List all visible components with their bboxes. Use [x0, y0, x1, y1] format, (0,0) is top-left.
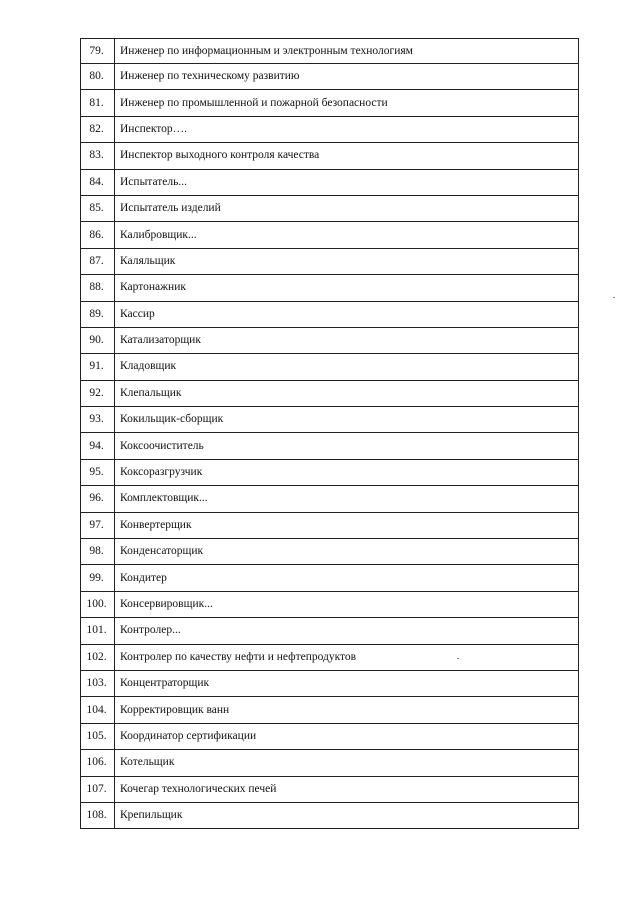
- row-number: 80.: [81, 64, 115, 90]
- table-row: [81, 618, 579, 644]
- table-row: [81, 248, 579, 274]
- profession-name: Коксоразгрузчик: [115, 459, 579, 485]
- row-number: 79.: [81, 39, 115, 64]
- profession-name: Крепильщик: [115, 802, 579, 828]
- row-number: 92.: [81, 380, 115, 406]
- table-row: [81, 301, 579, 327]
- row-number: 104.: [81, 697, 115, 723]
- table-row: [81, 644, 579, 670]
- table-row: [81, 64, 579, 90]
- row-number: 88.: [81, 275, 115, 301]
- row-number: 82.: [81, 116, 115, 142]
- row-number: 84.: [81, 169, 115, 195]
- profession-name: Кладовщик: [115, 354, 579, 380]
- profession-name: Инспектор выходного контроля качества: [115, 143, 579, 169]
- row-number: 89.: [81, 301, 115, 327]
- profession-name: Инженер по информационным и электронным технологиям: [115, 39, 579, 64]
- table-row: [81, 670, 579, 696]
- row-number: 102.: [81, 644, 115, 670]
- profession-name: Концентраторщик: [115, 670, 579, 696]
- table-row: [81, 486, 579, 512]
- profession-name: Конвертерщик: [115, 512, 579, 538]
- profession-name: Картонажник: [115, 275, 579, 301]
- profession-name: Коксоочиститель: [115, 433, 579, 459]
- table-row: [81, 39, 579, 64]
- row-number: 87.: [81, 248, 115, 274]
- row-number: 90.: [81, 327, 115, 353]
- profession-name: Консервировщик...: [115, 591, 579, 617]
- row-number: 98.: [81, 539, 115, 565]
- table-row: [81, 275, 579, 301]
- table-row: [81, 433, 579, 459]
- table-row: [81, 723, 579, 749]
- profession-name: Кокильщик-сборщик: [115, 407, 579, 433]
- profession-name: Кондитер: [115, 565, 579, 591]
- table-row: [81, 697, 579, 723]
- table-row: [81, 776, 579, 802]
- profession-name: Котельщик: [115, 750, 579, 776]
- profession-name: Катализаторщик: [115, 327, 579, 353]
- table-row: [81, 802, 579, 828]
- row-number: 91.: [81, 354, 115, 380]
- row-number: 100.: [81, 591, 115, 617]
- row-number: 107.: [81, 776, 115, 802]
- row-number: 96.: [81, 486, 115, 512]
- profession-name: Контролер...: [115, 618, 579, 644]
- profession-name: Инженер по промышленной и пожарной безопасности: [115, 90, 579, 116]
- profession-name: Каляльщик: [115, 248, 579, 274]
- row-number: 86.: [81, 222, 115, 248]
- profession-name: Координатор сертификации: [115, 723, 579, 749]
- row-number: 101.: [81, 618, 115, 644]
- row-number: 106.: [81, 750, 115, 776]
- table-row: [81, 380, 579, 406]
- row-number: 83.: [81, 143, 115, 169]
- row-number: 95.: [81, 459, 115, 485]
- row-number: 94.: [81, 433, 115, 459]
- row-number: 108.: [81, 802, 115, 828]
- profession-name: Инспектор….: [115, 116, 579, 142]
- table-row: [81, 222, 579, 248]
- table-row: [81, 143, 579, 169]
- table-row: [81, 195, 579, 221]
- profession-name: Корректировщик ванн: [115, 697, 579, 723]
- scan-speck: [457, 658, 459, 659]
- profession-table-body: [81, 39, 579, 829]
- table-row: [81, 539, 579, 565]
- row-number: 85.: [81, 195, 115, 221]
- table-row: [81, 90, 579, 116]
- table-row: [81, 169, 579, 195]
- table-row: [81, 116, 579, 142]
- profession-name: Конденсаторщик: [115, 539, 579, 565]
- profession-table: [80, 38, 579, 829]
- row-number: 97.: [81, 512, 115, 538]
- row-number: 99.: [81, 565, 115, 591]
- profession-name: Клепальщик: [115, 380, 579, 406]
- table-row: [81, 327, 579, 353]
- table-row: [81, 565, 579, 591]
- profession-name: Испытатель...: [115, 169, 579, 195]
- profession-name: Кассир: [115, 301, 579, 327]
- scan-speck: [613, 297, 615, 298]
- profession-name: Инженер по техническому развитию: [115, 64, 579, 90]
- table-row: [81, 354, 579, 380]
- row-number: 81.: [81, 90, 115, 116]
- table-row: [81, 591, 579, 617]
- table-row: [81, 407, 579, 433]
- profession-name: Контролер по качеству нефти и нефтепродуктов: [115, 644, 579, 670]
- table-row: [81, 459, 579, 485]
- row-number: 103.: [81, 670, 115, 696]
- row-number: 93.: [81, 407, 115, 433]
- profession-name: Кочегар технологических печей: [115, 776, 579, 802]
- profession-name: Комплектовщик...: [115, 486, 579, 512]
- profession-name: Калибровщик...: [115, 222, 579, 248]
- profession-name: Испытатель изделий: [115, 195, 579, 221]
- row-number: 105.: [81, 723, 115, 749]
- table-row: [81, 512, 579, 538]
- table-row: [81, 750, 579, 776]
